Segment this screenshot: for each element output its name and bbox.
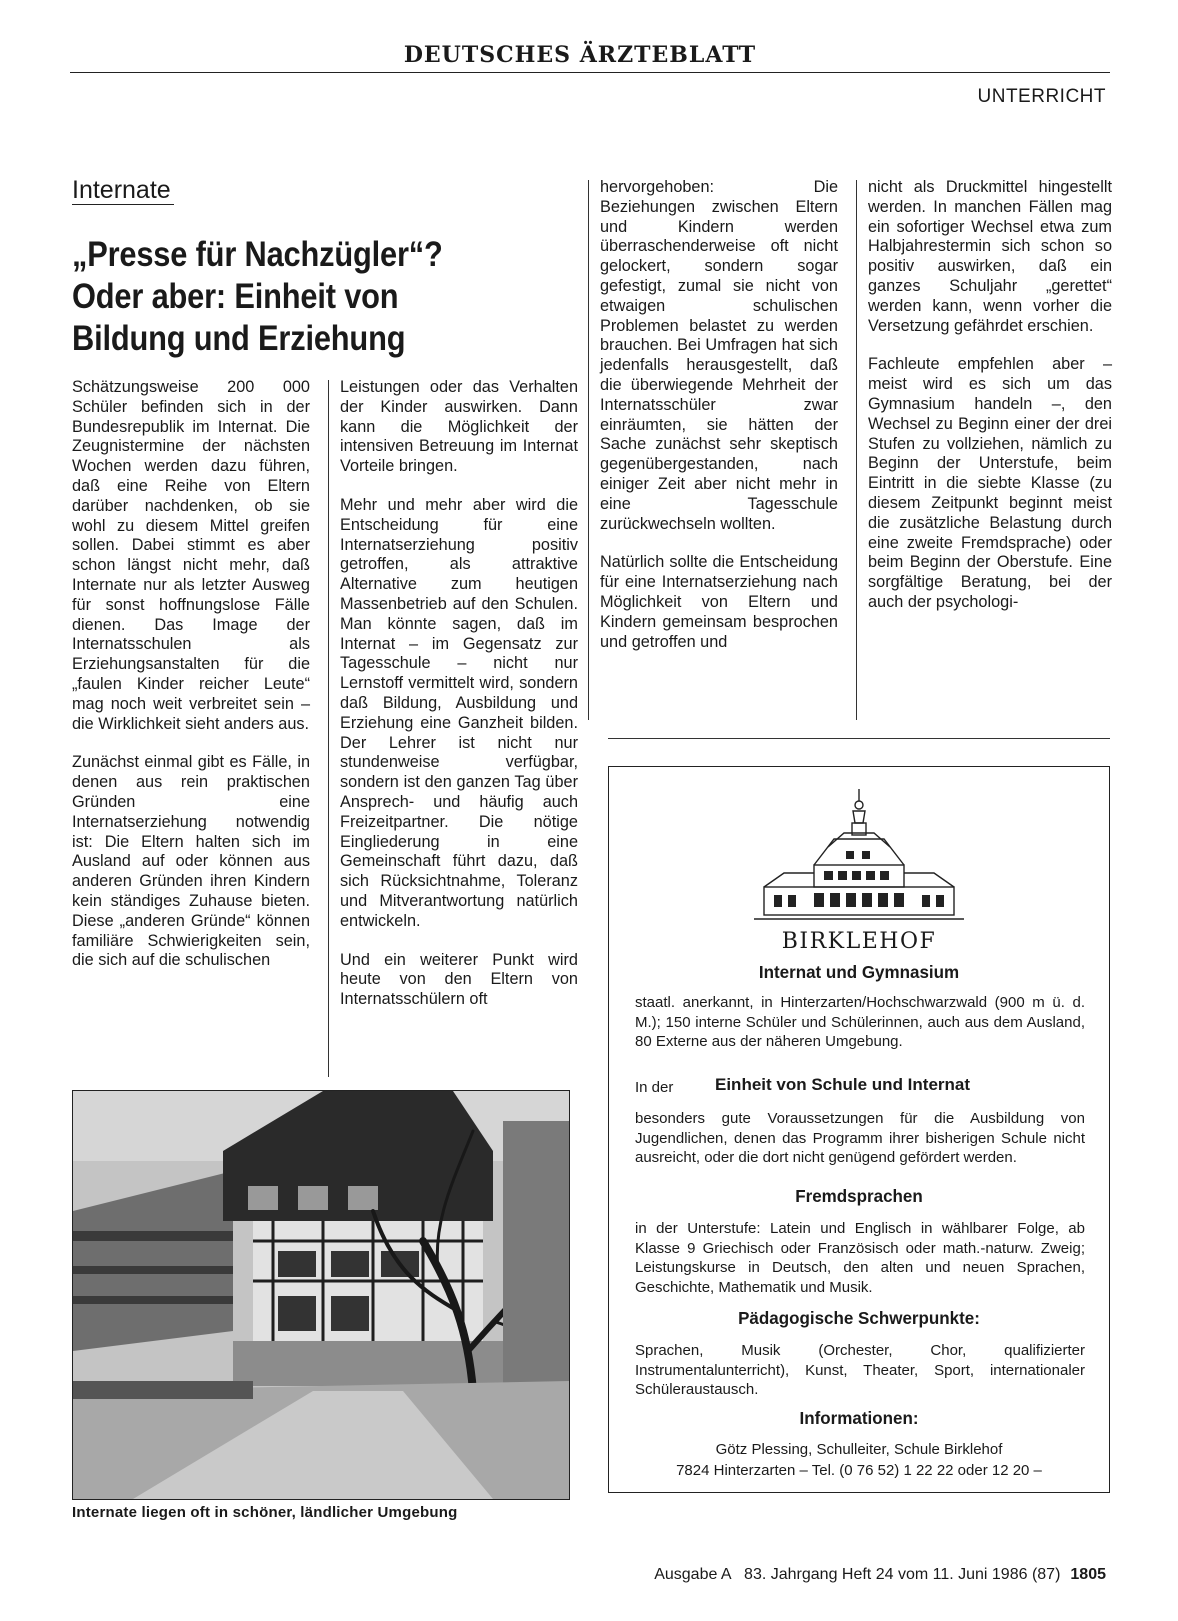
ad-heading-informationen: Informationen: (799, 1408, 919, 1429)
paragraph: Leistungen oder das Verhalten der Kinder auswirken. Dann kann die Möglichkeit der intensiven Betreuung im Internat Vorteile bringen. (340, 378, 578, 476)
ad-text-schwerpunkte: Sprachen, Musik (Orchester, Chor, qualifizierter Instrumentalunterricht), Kunst, Theater, Sport, internationaler Schüleraustausch. (635, 1342, 1085, 1398)
paragraph: Mehr und mehr aber wird die Entscheidung für eine Internatserziehung positiv getroffen, als attraktive Alternative zum heutigen Massenbetrieb auf den Schulen. Man könnte sagen, daß im Internat – im Gegensatz zur Tagesschule – nicht nur Lernstoff vermittelt wird, sondern daß Bildung, Ausbildung und Erziehung eine Ganzheit bilden. Der Lehrer ist nicht nur stundenweise verfügbar, sondern ist den ganzen Tag über Ansprech- und häufig auch Freizeitpartner. Die nötige Eingliederung in eine Gemeinschaft führt dazu, daß sich Rücksichtnahme, Toleranz und Mitverantwortung natürlich entwickeln. (340, 495, 578, 930)
headline-line-2: Oder aber: Einheit von (72, 277, 399, 316)
footer-edition: Ausgabe A 83. Jahrgang Heft 24 vom 11. Juni 1986 (87) (654, 1566, 1061, 1583)
article-column-2 (340, 378, 578, 1029)
column-rule (328, 380, 329, 1077)
birklehof-advertisement (608, 766, 1110, 1493)
ad-contact-address: 7824 Hinterzarten – Tel. (0 76 52) 1 22 22 oder 12 20 – (676, 1462, 1042, 1479)
school-building-image (73, 1091, 569, 1499)
page-number: 1805 (1070, 1566, 1106, 1583)
ad-text-einheit: besonders gute Voraussetzungen für die Ausbildung von Jugendlichen, denen das Programm ihrer bisherigen Schule nicht ausreicht, oder die dort nicht genügend gefördert werden. (635, 1110, 1085, 1166)
ad-inline-prefix: In der (635, 1079, 674, 1096)
column-rule (588, 180, 589, 720)
kicker-underline (72, 204, 174, 205)
paragraph: Natürlich sollte die Entscheidung für eine Internatserziehung nach Möglichkeit von Eltern und Kindern gemeinsam besprochen und getroffen und (600, 553, 838, 651)
ad-text-intro: staatl. anerkannt, in Hinterzarten/Hochschwarzwald (900 m ü. d. M.); 150 interne Schüler und Schülerinnen, auch aus dem Ausland, 80 Externe aus der näheren Umgebung. (635, 994, 1085, 1050)
ad-heading-fremdsprachen: Fremdsprachen (795, 1186, 923, 1207)
paragraph: Schätzungsweise 200 000 Schüler befinden sich in der Bundesrepublik im Internat. Die Zeugnistermine der nächsten Wochen werden dazu führen, daß eine Reihe von Eltern darüber nachdenken, ob sie wohl zu diesem Mittel greifen sollen. Dabei stimmt es aber schon längst nicht mehr, daß Internate nur als letzter Ausweg für sonst hoffnungslose Fälle dienen. Das Image der Internatsschulen als Erziehungsanstalten für die „faulen Kinder reicher Leute“ mag noch weit verbreitet sein – die Wirklichkeit sieht anders aus. (72, 378, 310, 733)
masthead-rule (70, 72, 1110, 73)
paragraph: Fachleute empfehlen aber – meist wird es sich um das Gymnasium handeln –, den Wechsel zu Beginn einer der drei Stufen zu vollziehen, nämlich zu Beginn der Unterstufe, beim Eintritt in die siebte Klasse (zu diesem Zeitpunkt beginnt meist die zusätzliche Belastung durch eine zweite Fremdsprache) oder beim Beginn der Oberstufe. Eine sorgfältige Beratung, bei der auch der psychologi- (868, 355, 1112, 611)
ad-heading-internat: Internat und Gymnasium (758, 962, 960, 983)
ad-heading-schwerpunkte: Pädagogische Schwerpunkte: (738, 1308, 980, 1329)
ad-text-fremdsprachen: in der Unterstufe: Latein und Englisch in wählbarer Folge, ab Klasse 9 Griechisch oder Französisch oder math.-naturw. Zweig; Leistungskurse in Deutsch, den alten und neuen Sprachen, Geschichte, Mathematik und Musik. (635, 1220, 1085, 1296)
ad-heading-einheit: Einheit von Schule und Internat (715, 1075, 971, 1094)
article-column-4 (868, 178, 1112, 632)
kicker: Internate (72, 176, 171, 204)
birklehof-building-logo (754, 787, 964, 927)
paragraph: Und ein weiterer Punkt wird heute von den Eltern von Internatsschülern oft (340, 950, 578, 1009)
headline-line-1: „Presse für Nachzügler“? (72, 235, 443, 274)
column-rule (856, 180, 857, 720)
ad-school-name: BIRKLEHOF (781, 929, 937, 954)
paragraph: hervorgehoben: Die Beziehungen zwischen Eltern und Kindern werden überraschenderweise oft nicht gelockert, sondern sogar gefestigt, zumal sie nicht von etwaigen schulischen Problemen belastet zu werden brauchen. Bei Umfragen hat sich jedenfalls herausgestellt, daß die überwiegende Mehrheit der Internatsschüler zwar einräumten, sie hätten der Sache zunächst sehr skeptisch gegenübergestanden, nach einiger Zeit aber nicht mehr in eine Tagesschule zurückwechseln wollten. (600, 178, 838, 533)
paragraph: nicht als Druckmittel hingestellt werden. In manchen Fällen mag ein sofortiger Wechsel etwa zum Halbjahrestermin sich schon so positiv auswirken, daß ein ganzes Schuljahr „gerettet“ werden kann, wenn vorher die Versetzung gefährdet erschien. (868, 178, 1112, 335)
page-footer (654, 1566, 1106, 1584)
article-column-1 (72, 378, 310, 990)
section-label: UNTERRICHT (977, 86, 1106, 107)
paragraph: Zunächst einmal gibt es Fälle, in denen aus rein praktischen Gründen eine Internatserziehung notwendig ist: Die Eltern halten sich im Ausland auf oder können aus anderen Gründen ihren Kindern kein ständiges Zuhause bieten. Diese „anderen Gründe“ können familiäre Schwierigkeiten sein, die sich auf die schulischen (72, 753, 310, 970)
headline (72, 234, 512, 360)
school-photo (72, 1090, 570, 1500)
headline-line-3: Bildung und Erziehung (72, 319, 406, 358)
article-column-3 (600, 178, 838, 671)
ad-separator-rule (608, 738, 1110, 739)
masthead: DEUTSCHES ÄRZTEBLATT (403, 42, 757, 68)
photo-caption: Internate liegen oft in schöner, ländlicher Umgebung (72, 1504, 458, 1521)
ad-contact-name: Götz Plessing, Schulleiter, Schule Birklehof (715, 1441, 1003, 1458)
